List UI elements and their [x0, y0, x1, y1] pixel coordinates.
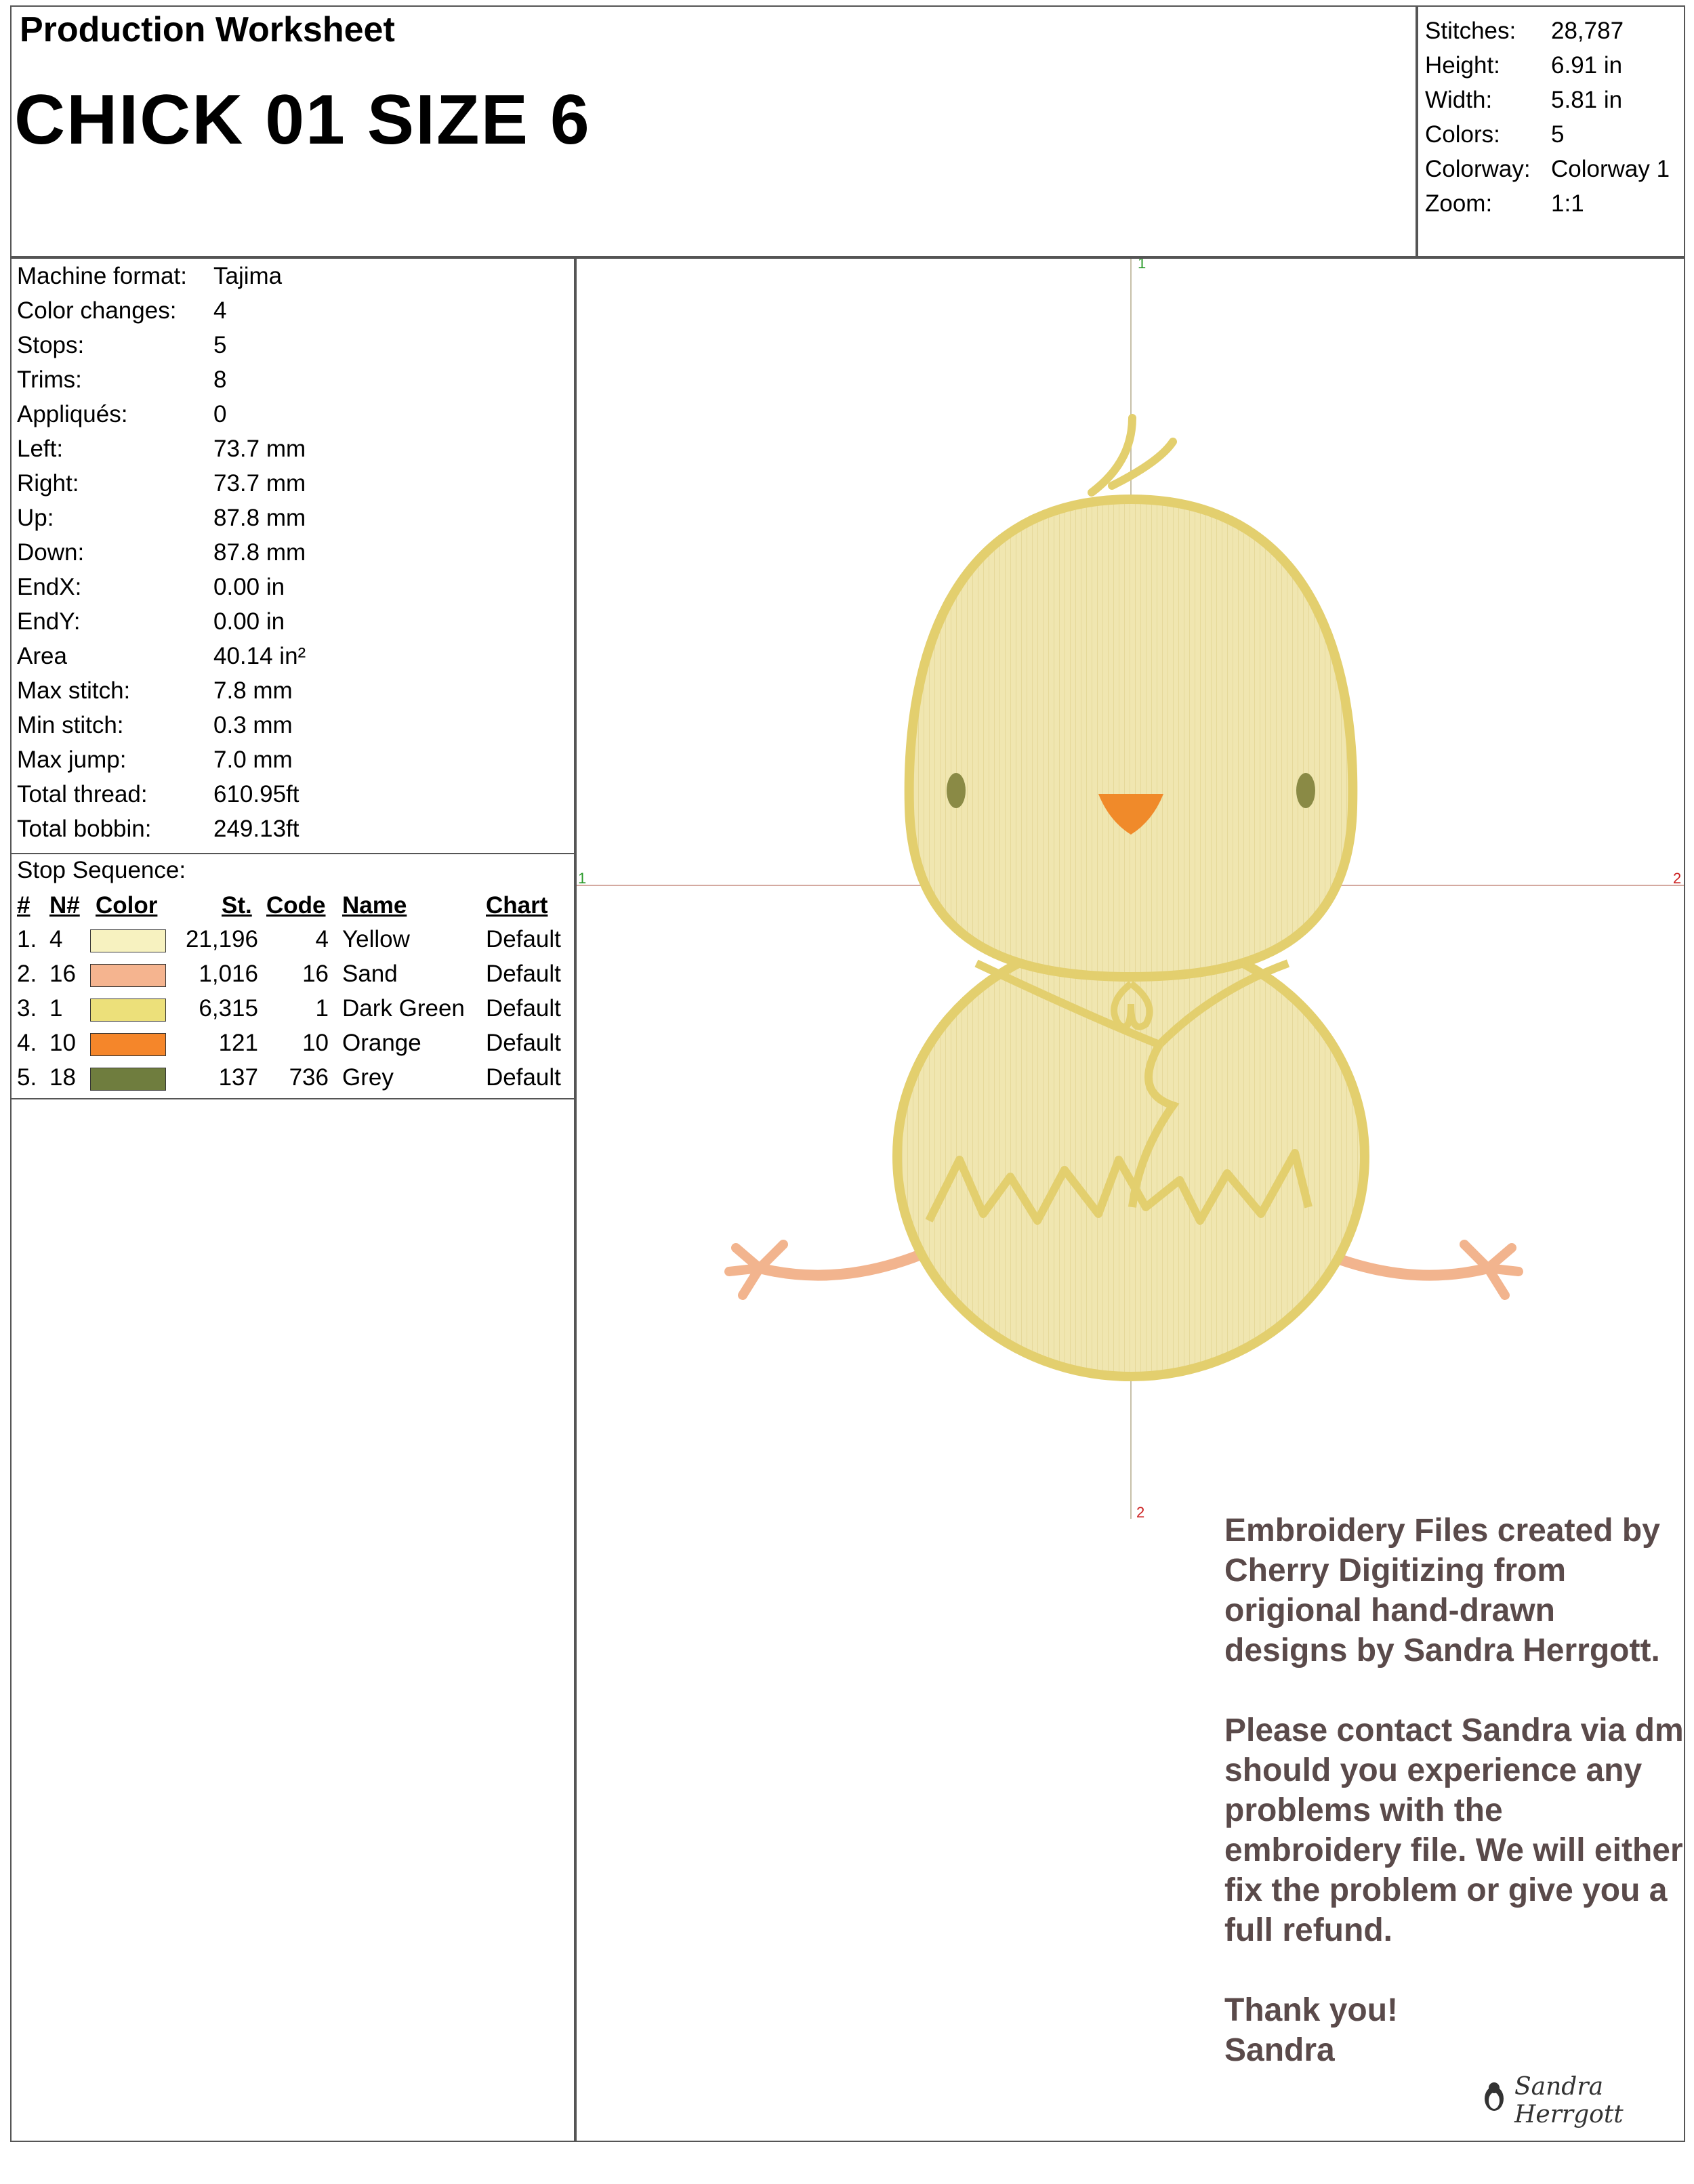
spec-label: Up:: [17, 505, 54, 531]
stop-row: [12, 961, 574, 995]
notes-block: [1224, 1511, 1685, 2070]
left-eye: [947, 773, 966, 808]
col-header-code: Code: [266, 892, 326, 919]
color-swatch: [90, 964, 166, 987]
row-code: 4: [315, 926, 329, 952]
row-needle: 18: [49, 1064, 76, 1091]
spec-row: [17, 812, 559, 846]
spec-label: Color changes:: [17, 297, 177, 324]
row-name: Sand: [342, 961, 398, 987]
spec-value: Tajima: [213, 263, 283, 289]
spec-value: 7.8 mm: [213, 677, 293, 704]
header-panel: [10, 5, 1417, 257]
spec-value: 8: [213, 366, 227, 393]
row-name: Dark Green: [342, 995, 465, 1022]
spec-label: Max jump:: [17, 747, 127, 773]
row-stitches: 137: [218, 1064, 258, 1091]
row-chart: Default: [486, 1030, 561, 1056]
spec-row: [17, 673, 559, 708]
spec-row: [17, 570, 559, 604]
chick-illustration: [729, 418, 1519, 1377]
spec-label: Down:: [17, 539, 85, 566]
color-swatch: [90, 1068, 166, 1091]
spec-value: 4: [213, 297, 227, 324]
summary-list: [1425, 14, 1682, 221]
spec-label: Stops:: [17, 332, 85, 358]
stop-row: [12, 1030, 574, 1064]
spec-row: [17, 501, 559, 535]
spec-value: 7.0 mm: [213, 747, 293, 773]
spec-value: 73.7 mm: [213, 470, 306, 497]
summary-label: Zoom:: [1425, 190, 1493, 217]
designer-signature: Sandra Herrgott: [1514, 2073, 1624, 2128]
row-needle: 10: [49, 1030, 76, 1056]
spec-row: [17, 535, 559, 570]
row-chart: Default: [486, 926, 561, 952]
spec-label: Left:: [17, 436, 64, 462]
chick-head: [909, 499, 1353, 977]
color-swatch: [90, 1033, 166, 1056]
summary-label: Height:: [1425, 52, 1500, 79]
row-stitches: 121: [218, 1030, 258, 1056]
row-name: Yellow: [342, 926, 410, 952]
spec-row: [17, 293, 559, 328]
penguin-logo-icon: [1477, 2080, 1511, 2114]
color-swatch: [90, 929, 166, 952]
axis-label-left: 1: [578, 870, 587, 887]
row-name: Grey: [342, 1064, 394, 1091]
spec-row: [17, 362, 559, 397]
design-title: CHICK 01 SIZE 6: [14, 81, 591, 159]
summary-panel: [1417, 5, 1685, 257]
spec-label: EndX:: [17, 574, 82, 600]
summary-value: 28,787: [1551, 18, 1624, 44]
note-thanks: Thank you!: [1224, 1992, 1399, 2028]
col-header-stitches: St.: [222, 892, 252, 919]
spec-row: [17, 742, 559, 777]
head-tuft: [1092, 418, 1173, 492]
stop-row: [12, 926, 574, 961]
spec-value: 87.8 mm: [213, 539, 306, 566]
row-code: 10: [302, 1030, 329, 1056]
summary-label: Width:: [1425, 87, 1493, 113]
spec-row: [17, 259, 559, 293]
stop-row: [12, 995, 574, 1030]
spec-label: Total bobbin:: [17, 816, 152, 842]
summary-value: Colorway 1: [1551, 156, 1670, 182]
note-credits: Embroidery Files created by Cherry Digitizing from origional hand-drawn designs by Sandra Herrgott.: [1224, 1513, 1660, 1668]
row-name: Orange: [342, 1030, 421, 1056]
spec-row: [17, 397, 559, 432]
row-chart: Default: [486, 961, 561, 987]
summary-value: 5: [1551, 121, 1565, 148]
row-stitches: 6,315: [199, 995, 258, 1022]
spec-label: Appliqués:: [17, 401, 128, 427]
summary-label: Stitches:: [1425, 18, 1516, 44]
spec-value: 610.95ft: [213, 781, 299, 807]
row-num: 3.: [17, 995, 37, 1022]
spec-row: [17, 639, 559, 673]
summary-row: [1425, 48, 1682, 83]
row-num: 2.: [17, 961, 37, 987]
summary-row: [1425, 83, 1682, 117]
spec-value: 0.3 mm: [213, 712, 293, 738]
row-chart: Default: [486, 1064, 561, 1091]
spec-row: [17, 432, 559, 466]
col-header-name: Name: [342, 892, 407, 919]
spec-row: [17, 708, 559, 742]
note-signoff: Sandra: [1224, 2032, 1335, 2068]
col-header-chart: Chart: [486, 892, 548, 919]
summary-row: [1425, 117, 1682, 152]
row-num: 1.: [17, 926, 37, 952]
spec-value: 87.8 mm: [213, 505, 306, 531]
stop-sequence-title: Stop Sequence:: [17, 857, 186, 883]
summary-value: 5.81 in: [1551, 87, 1623, 113]
spec-label: EndY:: [17, 608, 81, 635]
stop-sequence-table: [12, 853, 574, 1099]
summary-label: Colors:: [1425, 121, 1500, 148]
row-stitches: 21,196: [185, 926, 258, 952]
spec-label: Total thread:: [17, 781, 148, 807]
row-needle: 1: [49, 995, 63, 1022]
row-code: 1: [315, 995, 329, 1022]
spec-row: [17, 604, 559, 639]
axis-label-bottom: 2: [1136, 1504, 1145, 1521]
spec-value: 40.14 in²: [213, 643, 306, 669]
spec-value: 0: [213, 401, 227, 427]
spec-value: 249.13ft: [213, 816, 299, 842]
spec-value: 5: [213, 332, 227, 358]
row-num: 5.: [17, 1064, 37, 1091]
spec-value: 0.00 in: [213, 608, 285, 635]
spec-row: [17, 466, 559, 501]
row-needle: 4: [49, 926, 63, 952]
spec-value: 0.00 in: [213, 574, 285, 600]
row-code: 736: [289, 1064, 329, 1091]
row-code: 16: [302, 961, 329, 987]
doc-heading: Production Worksheet: [20, 10, 395, 49]
summary-value: 6.91 in: [1551, 52, 1623, 79]
axis-label-top: 1: [1138, 259, 1146, 272]
row-chart: Default: [486, 995, 561, 1022]
row-stitches: 1,016: [199, 961, 258, 987]
specs-panel: [10, 257, 575, 2142]
spec-row: [17, 777, 559, 812]
summary-row: [1425, 14, 1682, 48]
specs-list: [17, 259, 559, 846]
spec-row: [17, 328, 559, 362]
summary-value: 1:1: [1551, 190, 1584, 217]
spec-label: Min stitch:: [17, 712, 124, 738]
axis-label-right: 2: [1673, 870, 1682, 887]
summary-label: Colorway:: [1425, 156, 1531, 182]
spec-label: Max stitch:: [17, 677, 131, 704]
stop-row: [12, 1064, 574, 1099]
color-swatch: [90, 999, 166, 1022]
spec-label: Trims:: [17, 366, 82, 393]
row-num: 4.: [17, 1030, 37, 1056]
summary-row: [1425, 186, 1682, 221]
col-header-num: #: [17, 892, 30, 919]
spec-label: Machine format:: [17, 263, 187, 289]
right-eye: [1296, 773, 1315, 808]
spec-label: Area: [17, 643, 67, 669]
left-leg: [760, 1251, 929, 1276]
spec-label: Right:: [17, 470, 79, 497]
note-contact: Please contact Sandra via dm should you experience any problems with the embroidery file. We will either fix the problem or give you a full refund.: [1224, 1713, 1684, 1948]
row-needle: 16: [49, 961, 76, 987]
summary-row: [1425, 152, 1682, 186]
spec-value: 73.7 mm: [213, 436, 306, 462]
col-header-needle: N#: [49, 892, 80, 919]
col-header-color: Color: [96, 892, 158, 919]
